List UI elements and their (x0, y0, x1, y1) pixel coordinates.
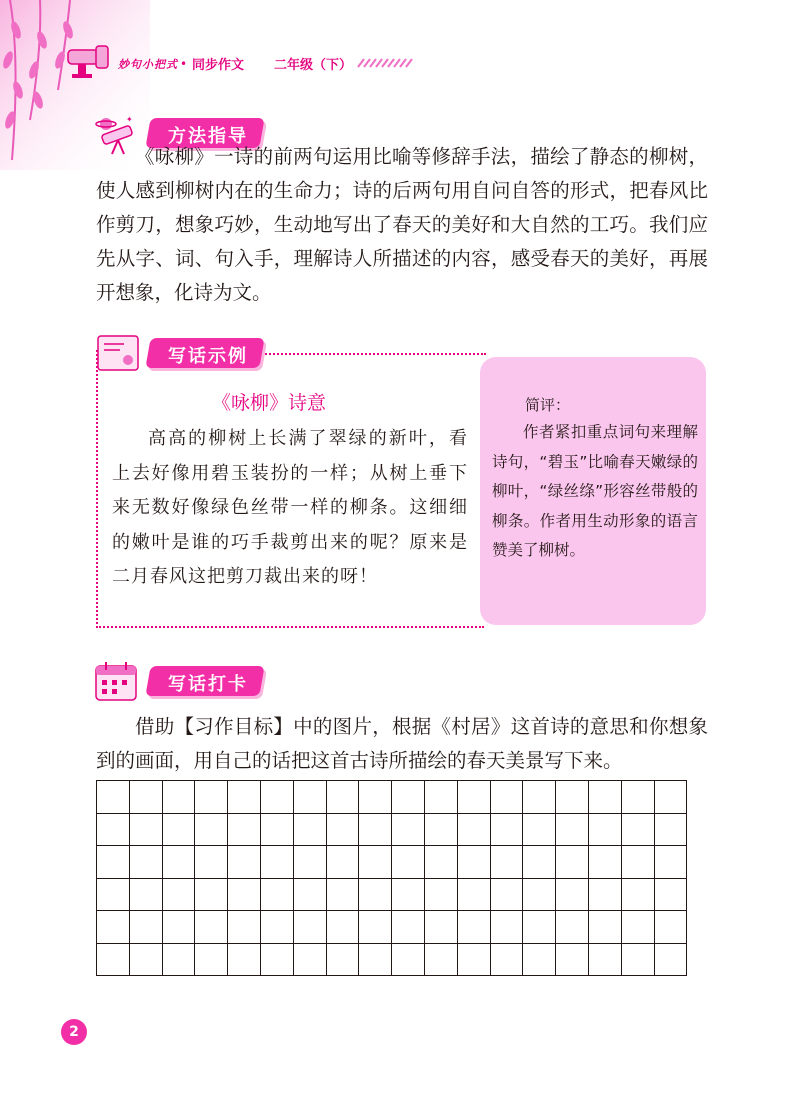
practice-paragraph: 借助【习作目标】中的图片，根据《村居》这首诗的意思和你想象到的画面，用自己的话把这首古诗所描绘的春天美景写下来。 (96, 715, 708, 772)
grid-cell[interactable] (523, 911, 556, 944)
grid-cell[interactable] (260, 943, 293, 976)
header-brand: 妙句小把式 (118, 58, 178, 71)
grid-cell[interactable] (129, 878, 162, 911)
telescope-logo-icon (60, 42, 120, 82)
grid-cell[interactable] (228, 813, 261, 846)
grid-cell[interactable] (129, 813, 162, 846)
grid-cell[interactable] (424, 813, 457, 846)
grid-cell[interactable] (195, 781, 228, 814)
svg-text:✦: ✦ (126, 115, 133, 124)
header-grade: 二年级（下） (274, 58, 353, 73)
grid-cell[interactable] (326, 813, 359, 846)
page-header (60, 42, 420, 82)
grid-cell[interactable] (228, 911, 261, 944)
grid-cell[interactable] (162, 781, 195, 814)
grid-cell[interactable] (457, 813, 490, 846)
grid-cell[interactable] (392, 846, 425, 879)
grid-cell[interactable] (195, 813, 228, 846)
grid-cell[interactable] (228, 846, 261, 879)
grid-cell[interactable] (424, 943, 457, 976)
grid-cell[interactable] (621, 943, 654, 976)
comment-label: 简评： (525, 396, 571, 414)
grid-cell[interactable] (654, 813, 687, 846)
grid-cell[interactable] (490, 878, 523, 911)
grid-cell[interactable] (621, 846, 654, 879)
grid-cell[interactable] (293, 846, 326, 879)
grid-cell[interactable] (523, 943, 556, 976)
grid-cell[interactable] (556, 781, 589, 814)
grid-cell[interactable] (523, 813, 556, 846)
grid-cell[interactable] (556, 943, 589, 976)
comment-text: 作者紧扣重点词句来理解诗句，“碧玉”比喻春天嫩绿的柳叶，“绿丝绦”形容丝带般的柳条。作者用生动形象的语言赞美了柳树。 (492, 423, 698, 559)
grid-cell[interactable] (162, 813, 195, 846)
grid-cell[interactable] (523, 781, 556, 814)
grid-cell[interactable] (392, 943, 425, 976)
grid-cell[interactable] (162, 846, 195, 879)
grid-cell[interactable] (392, 781, 425, 814)
grid-cell[interactable] (293, 878, 326, 911)
grid-row (97, 813, 687, 846)
grid-cell[interactable] (654, 878, 687, 911)
grid-cell[interactable] (97, 878, 130, 911)
grid-cell[interactable] (326, 943, 359, 976)
grid-cell[interactable] (523, 878, 556, 911)
grid-cell[interactable] (424, 781, 457, 814)
grid-cell[interactable] (326, 846, 359, 879)
example-label: 写话示例 (168, 346, 248, 367)
header-separator: • (180, 57, 188, 71)
grid-cell[interactable] (588, 813, 621, 846)
grid-cell[interactable] (654, 781, 687, 814)
grid-cell[interactable] (523, 846, 556, 879)
grid-cell[interactable] (556, 878, 589, 911)
grid-cell[interactable] (621, 813, 654, 846)
example-section-title (92, 332, 272, 372)
grid-cell[interactable] (424, 911, 457, 944)
grid-cell[interactable] (260, 781, 293, 814)
grid-cell[interactable] (654, 846, 687, 879)
example-title: 《咏柳》诗意 (212, 392, 327, 414)
grid-cell[interactable] (556, 846, 589, 879)
grid-cell[interactable] (457, 943, 490, 976)
grid-cell[interactable] (97, 911, 130, 944)
grid-cell[interactable] (556, 813, 589, 846)
grid-cell[interactable] (359, 943, 392, 976)
grid-cell[interactable] (260, 911, 293, 944)
grid-cell[interactable] (654, 911, 687, 944)
grid-cell[interactable] (195, 846, 228, 879)
grid-row (97, 943, 687, 976)
grid-cell[interactable] (293, 781, 326, 814)
grid-cell[interactable] (260, 813, 293, 846)
example-top-border (262, 353, 486, 355)
method-label: 方法指导 (168, 126, 248, 147)
grid-cell[interactable] (260, 878, 293, 911)
grid-cell[interactable] (457, 911, 490, 944)
grid-row (97, 781, 687, 814)
certificate-icon (92, 332, 148, 376)
grid-cell[interactable] (326, 878, 359, 911)
grid-cell[interactable] (588, 878, 621, 911)
grid-cell[interactable] (490, 781, 523, 814)
grid-cell[interactable] (490, 943, 523, 976)
grid-row (97, 878, 687, 911)
grid-cell[interactable] (359, 846, 392, 879)
grid-cell[interactable] (359, 911, 392, 944)
grid-cell[interactable] (195, 943, 228, 976)
grid-cell[interactable] (293, 813, 326, 846)
grid-cell[interactable] (588, 943, 621, 976)
grid-cell[interactable] (621, 878, 654, 911)
grid-cell[interactable] (588, 846, 621, 879)
grid-cell[interactable] (228, 943, 261, 976)
grid-cell[interactable] (162, 878, 195, 911)
grid-cell[interactable] (588, 781, 621, 814)
grid-cell[interactable] (621, 911, 654, 944)
grid-cell[interactable] (97, 943, 130, 976)
header-stripes-decoration (356, 58, 416, 68)
grid-cell[interactable] (97, 781, 130, 814)
grid-cell[interactable] (162, 911, 195, 944)
grid-cell[interactable] (621, 781, 654, 814)
grid-cell[interactable] (129, 781, 162, 814)
method-paragraph: 《咏柳》一诗的前两句运用比喻等修辞手法，描绘了静态的柳树，使人感到柳树内在的生命力；诗的后两句用自问自答的形式，把春风比作剪刀，想象巧妙，生动地写出了春天的美好和大自然的工巧。我们应先从字、词、句入手，理解诗人所描述的内容，感受春天的美好，再展开想象，化诗为文。 (96, 145, 708, 304)
grid-cell[interactable] (228, 878, 261, 911)
grid-cell[interactable] (293, 911, 326, 944)
grid-cell[interactable] (556, 911, 589, 944)
grid-cell[interactable] (424, 846, 457, 879)
writing-grid[interactable] (96, 780, 687, 976)
grid-cell[interactable] (359, 813, 392, 846)
header-series: 同步作文 (192, 58, 245, 73)
grid-cell[interactable] (162, 943, 195, 976)
grid-cell[interactable] (654, 943, 687, 976)
practice-section-title (92, 660, 272, 700)
grid-cell[interactable] (326, 911, 359, 944)
calendar-icon (92, 660, 148, 704)
grid-cell[interactable] (457, 781, 490, 814)
grid-cell[interactable] (326, 781, 359, 814)
page-number: 2 (61, 1019, 87, 1045)
grid-cell[interactable] (392, 911, 425, 944)
grid-cell[interactable] (424, 878, 457, 911)
grid-cell[interactable] (129, 911, 162, 944)
practice-label: 写话打卡 (168, 674, 248, 695)
example-paragraph: 高高的柳树上长满了翠绿的新叶，看上去好像用碧玉装扮的一样；从树上垂下来无数好像绿色丝带一样的柳条。这细细的嫩叶是谁的巧手裁剪出来的呢？原来是二月春风这把剪刀裁出来的呀！ (112, 428, 468, 587)
grid-cell[interactable] (195, 911, 228, 944)
grid-cell[interactable] (490, 846, 523, 879)
grid-row (97, 911, 687, 944)
grid-cell[interactable] (457, 846, 490, 879)
grid-cell[interactable] (97, 813, 130, 846)
grid-row (97, 846, 687, 879)
grid-cell[interactable] (129, 943, 162, 976)
grid-cell[interactable] (392, 813, 425, 846)
grid-cell[interactable] (260, 846, 293, 879)
grid-cell[interactable] (129, 846, 162, 879)
grid-cell[interactable] (490, 911, 523, 944)
grid-cell[interactable] (228, 781, 261, 814)
grid-cell[interactable] (490, 813, 523, 846)
grid-cell[interactable] (588, 911, 621, 944)
grid-cell[interactable] (359, 878, 392, 911)
grid-cell[interactable] (195, 878, 228, 911)
grid-cell[interactable] (293, 943, 326, 976)
grid-cell[interactable] (359, 781, 392, 814)
grid-cell[interactable] (392, 878, 425, 911)
grid-cell[interactable] (457, 878, 490, 911)
grid-cell[interactable] (97, 846, 130, 879)
